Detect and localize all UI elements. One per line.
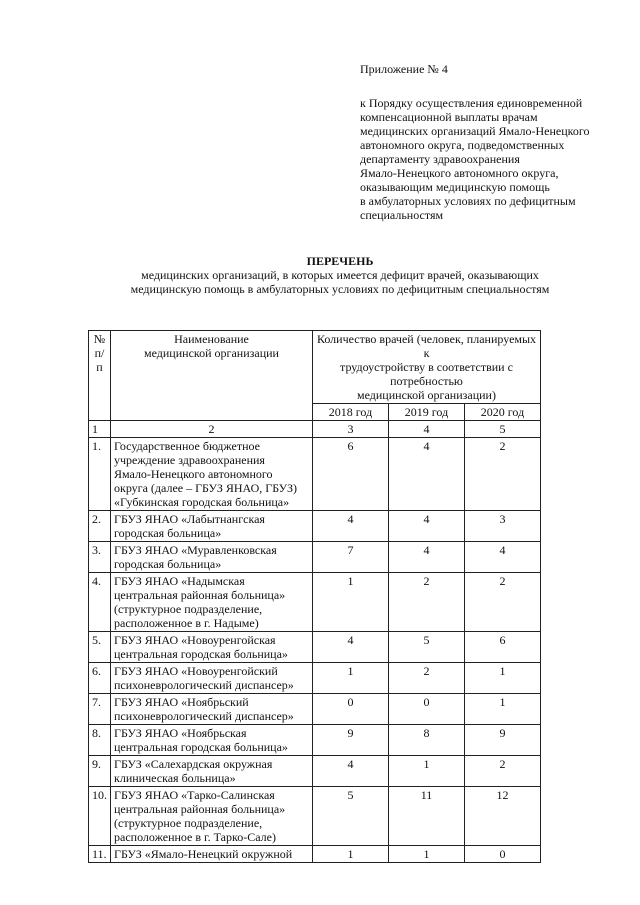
- doctor-count-y2020: 6: [465, 632, 541, 663]
- organization-name-line: ГБУЗ ЯНАО «Надымская: [114, 574, 245, 588]
- annex-line: компенсационной выплаты врачам: [360, 110, 538, 124]
- doctor-count-y2019: 4: [389, 542, 465, 573]
- organization-name-line: (структурное подразделение,: [114, 602, 263, 616]
- index-cell: 5: [465, 421, 541, 438]
- doctor-count-y2019: 0: [389, 694, 465, 725]
- organization-name-line: учреждение здравоохранения: [114, 453, 265, 467]
- table-header-row: [89, 331, 541, 404]
- index-cell: 4: [389, 421, 465, 438]
- organization-name: [111, 756, 313, 787]
- organization-name-line: ГБУЗ «Ямало-Ненецкий окружной: [114, 847, 293, 861]
- table-index-row: [89, 421, 541, 438]
- table-head: [89, 331, 541, 438]
- doctor-count-y2018: 1: [313, 573, 389, 632]
- doctor-count-y2020: 1: [465, 663, 541, 694]
- document-subtitle-line: медицинскую помощь в амбулаторных условиях по дефицитным специальностям: [130, 282, 550, 296]
- header-name-line: медицинской организации: [144, 346, 279, 360]
- header-year-2018: 2018 год: [313, 404, 389, 421]
- doctor-count-y2019: 4: [389, 438, 465, 511]
- annex-line: специальностям: [360, 208, 444, 222]
- document-title: ПЕРЕЧЕНЬ: [306, 254, 374, 268]
- index-cell: 2: [111, 421, 313, 438]
- table-row: [89, 511, 541, 542]
- doctor-count-y2018: 5: [313, 787, 389, 846]
- organization-name: [111, 573, 313, 632]
- doctor-count-y2018: 0: [313, 694, 389, 725]
- organization-name-line: округа (далее – ГБУЗ ЯНАО, ГБУЗ): [114, 481, 298, 495]
- organization-name-line: ГБУЗ ЯНАО «Тарко-Салинская: [114, 788, 275, 802]
- organization-name: [111, 663, 313, 694]
- row-number: 6.: [89, 663, 111, 694]
- header-count: [313, 331, 541, 404]
- row-number: 1.: [89, 438, 111, 511]
- organization-name: [111, 438, 313, 511]
- organization-name-line: ГБУЗ ЯНАО «Ноябрьская: [114, 726, 247, 740]
- table-row: [89, 663, 541, 694]
- table-row: [89, 725, 541, 756]
- table-row: [89, 632, 541, 663]
- doctor-count-y2020: 2: [465, 573, 541, 632]
- annex-title: Приложение № 4: [360, 62, 448, 76]
- organization-name: [111, 542, 313, 573]
- row-number: 10.: [89, 787, 111, 846]
- row-number: 2.: [89, 511, 111, 542]
- doctor-count-y2018: 9: [313, 725, 389, 756]
- annex-block: [360, 62, 620, 222]
- organization-name: [111, 632, 313, 663]
- table-body: [89, 438, 541, 863]
- row-number: 5.: [89, 632, 111, 663]
- doctor-count-y2018: 7: [313, 542, 389, 573]
- header-num-line: п/п: [94, 346, 105, 374]
- doctor-count-y2019: 5: [389, 632, 465, 663]
- doctor-count-y2018: 4: [313, 632, 389, 663]
- doctor-count-y2018: 1: [313, 846, 389, 863]
- organization-name-line: «Губкинская городская больница»: [114, 495, 290, 509]
- organization-name-line: ГБУЗ ЯНАО «Новоуренгойский: [114, 664, 278, 678]
- doctor-count-y2018: 1: [313, 663, 389, 694]
- annex-line: оказывающим медицинскую помощь: [360, 180, 550, 194]
- organization-name-line: ГБУЗ ЯНАО «Новоуренгойская: [114, 633, 276, 647]
- row-number: 7.: [89, 694, 111, 725]
- row-number: 9.: [89, 756, 111, 787]
- document-subtitle-line: медицинских организаций, в которых имеется дефицит врачей, оказывающих: [141, 268, 539, 282]
- row-number: 3.: [89, 542, 111, 573]
- organization-name: [111, 787, 313, 846]
- row-number: 4.: [89, 573, 111, 632]
- organization-name-line: центральная районная больница»: [114, 588, 286, 602]
- header-count-line: трудоустройству в соответствии с потребностью: [340, 360, 513, 388]
- annex-line: в амбулаторных условиях по дефицитным: [360, 194, 576, 208]
- organization-name: [111, 511, 313, 542]
- organization-name-line: Государственное бюджетное: [114, 439, 260, 453]
- doctor-count-y2019: 11: [389, 787, 465, 846]
- annex-line: автономного округа, подведомственных: [360, 138, 565, 152]
- doctor-count-y2020: 4: [465, 542, 541, 573]
- index-cell: 1: [89, 421, 111, 438]
- doctor-count-y2020: 2: [465, 756, 541, 787]
- doctor-count-y2020: 1: [465, 694, 541, 725]
- header-year-2020: 2020 год: [465, 404, 541, 421]
- organization-name-line: центральная районная больница»: [114, 802, 286, 816]
- organization-name-line: клиническая больница»: [114, 771, 236, 785]
- doctor-count-y2020: 9: [465, 725, 541, 756]
- header-name: [111, 331, 313, 421]
- organization-name-line: городская больница»: [114, 526, 222, 540]
- doctor-count-y2020: 12: [465, 787, 541, 846]
- organization-name-line: городская больница»: [114, 557, 222, 571]
- annex-line: к Порядку осуществления единовременной: [360, 96, 583, 110]
- organization-name-line: ГБУЗ ЯНАО «Муравленковская: [114, 543, 277, 557]
- table-row: [89, 846, 541, 863]
- table-row: [89, 787, 541, 846]
- table-row: [89, 438, 541, 511]
- doctor-count-y2018: 4: [313, 756, 389, 787]
- organization-name-line: психоневрологический диспансер»: [114, 709, 294, 723]
- header-num-line: №: [93, 332, 106, 346]
- organization-name-line: ГБУЗ «Салехардская окружная: [114, 757, 273, 771]
- header-num: [89, 331, 111, 421]
- organizations-table: [88, 330, 541, 863]
- organization-name-line: Ямало-Ненецкого автономного: [114, 467, 273, 481]
- doctor-count-y2020: 3: [465, 511, 541, 542]
- doctor-count-y2019: 8: [389, 725, 465, 756]
- table-row: [89, 694, 541, 725]
- header-count-line: Количество врачей (человек, планируемых к: [316, 332, 537, 360]
- organization-name-line: центральная городская больница»: [114, 647, 288, 661]
- doctor-count-y2019: 2: [389, 663, 465, 694]
- organization-name: [111, 725, 313, 756]
- doctor-count-y2019: 2: [389, 573, 465, 632]
- annex-line: департаменту здравоохранения: [360, 152, 520, 166]
- organization-name-line: ГБУЗ ЯНАО «Ноябрьский: [114, 695, 249, 709]
- organization-name-line: центральная городская больница»: [114, 740, 288, 754]
- doctor-count-y2020: 2: [465, 438, 541, 511]
- doctor-count-y2019: 4: [389, 511, 465, 542]
- doctor-count-y2020: 0: [465, 846, 541, 863]
- doctor-count-y2018: 6: [313, 438, 389, 511]
- annex-line: медицинских организаций Ямало-Ненецкого: [360, 124, 590, 138]
- table-row: [89, 573, 541, 632]
- header-name-line: Наименование: [174, 332, 249, 346]
- table-row: [89, 542, 541, 573]
- doctor-count-y2019: 1: [389, 846, 465, 863]
- organization-name-line: расположенное в г. Надыме): [114, 616, 259, 630]
- organization-name: [111, 694, 313, 725]
- row-number: 8.: [89, 725, 111, 756]
- doctor-count-y2018: 4: [313, 511, 389, 542]
- header-year-2019: 2019 год: [389, 404, 465, 421]
- header-count-line: медицинской организации): [357, 388, 496, 402]
- row-number: 11.: [89, 846, 111, 863]
- annex-line: Ямало-Ненецкого автономного округа,: [360, 166, 559, 180]
- doctor-count-y2019: 1: [389, 756, 465, 787]
- organization-name-line: психоневрологический диспансер»: [114, 678, 294, 692]
- table-row: [89, 756, 541, 787]
- organization-name-line: ГБУЗ ЯНАО «Лабытнангская: [114, 512, 265, 526]
- organization-name-line: (структурное подразделение,: [114, 816, 263, 830]
- index-cell: 3: [313, 421, 389, 438]
- organization-name: [111, 846, 313, 863]
- document-heading: [60, 254, 620, 296]
- organization-name-line: расположенное в г. Тарко-Сале): [114, 830, 276, 844]
